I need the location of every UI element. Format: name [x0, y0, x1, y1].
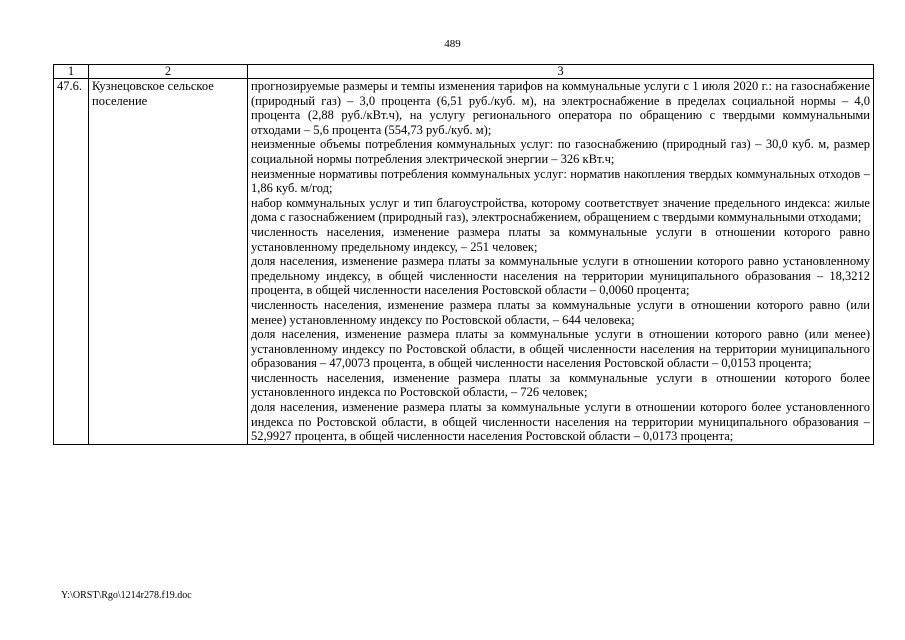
paragraph-population-equal: численность населения, изменение размера платы за коммунальные услуги в отношении которого равно установленному предельному индексу, – 251 человек;	[251, 224, 870, 254]
header-col-3: 3	[248, 65, 874, 79]
paragraph-tariffs: прогнозируемые размеры и темпы изменения тарифов на коммунальные услуги с 1 июля 2020 г.: на газоснабжение (природный газ) – 3,0 процента (6,51 руб./куб. м), на электроснабжение в пределах социальной нормы – 4,0 процента (2,88 руб./кВт.ч), на услугу регионального оператора по обращению с твердыми коммунальными отходами – 5,6 процента (554,73 руб./куб. м);	[251, 79, 870, 137]
row-description	[248, 79, 874, 445]
document-table	[53, 64, 874, 445]
row-number: 47.6.	[54, 79, 89, 445]
paragraph-population-less: численность населения, изменение размера платы за коммунальные услуги в отношении которого равно (или менее) установленному индексу по Ростовской области, – 644 человека;	[251, 297, 870, 327]
header-col-1: 1	[54, 65, 89, 79]
file-path-footer: Y:\ORST\Rgo\1214r278.f19.doc	[61, 590, 192, 601]
paragraph-share-equal: доля населения, изменение размера платы за коммунальные услуги в отношении которого равно установленному предельному индексу, в общей численности населения на территории муниципального образования – 18,3212 процента, в общей численности населения Ростовской области – 0,0060 процента;	[251, 254, 870, 298]
table-header-row	[54, 65, 874, 79]
header-col-2: 2	[89, 65, 248, 79]
paragraph-share-more: доля населения, изменение размера платы за коммунальные услуги в отношении которого более установленного индекса по Ростовской области, в общей численности населения на территории муниципального образования – 52,9927 процента, в общей численности населения Ростовской области – 0,0173 процента;	[251, 400, 870, 444]
table-row	[54, 79, 874, 445]
paragraph-services-set: набор коммунальных услуг и тип благоустройства, которому соответствует значение предельного индекса: жилые дома с газоснабжением (природный газ), электроснабжением, обращением с твердыми коммунальными отходами;	[251, 195, 870, 225]
paragraph-consumption-volumes: неизменные объемы потребления коммунальных услуг: по газоснабжению (природный газ) – 30,0 куб. м, размер социальной нормы потребления электрической энергии – 326 кВт.ч;	[251, 137, 870, 166]
page-number: 489	[444, 38, 461, 50]
settlement-name: Кузнецовское сельское поселение	[89, 79, 248, 445]
paragraph-consumption-norms: неизменные нормативы потребления коммунальных услуг: норматив накопления твердых коммунальных отходов – 1,86 куб. м/год;	[251, 166, 870, 196]
paragraph-share-less: доля населения, изменение размера платы за коммунальные услуги в отношении которого равно (или менее) установленному индексу по Ростовской области, в общей численности населения на территории муниципального образования – 47,0073 процента, в общей численности населения Ростовской области – 0,0153 процента;	[251, 327, 870, 371]
paragraph-population-more: численность населения, изменение размера платы за коммунальные услуги в отношении которого более установленного индекса по Ростовской области, – 726 человек;	[251, 370, 870, 400]
